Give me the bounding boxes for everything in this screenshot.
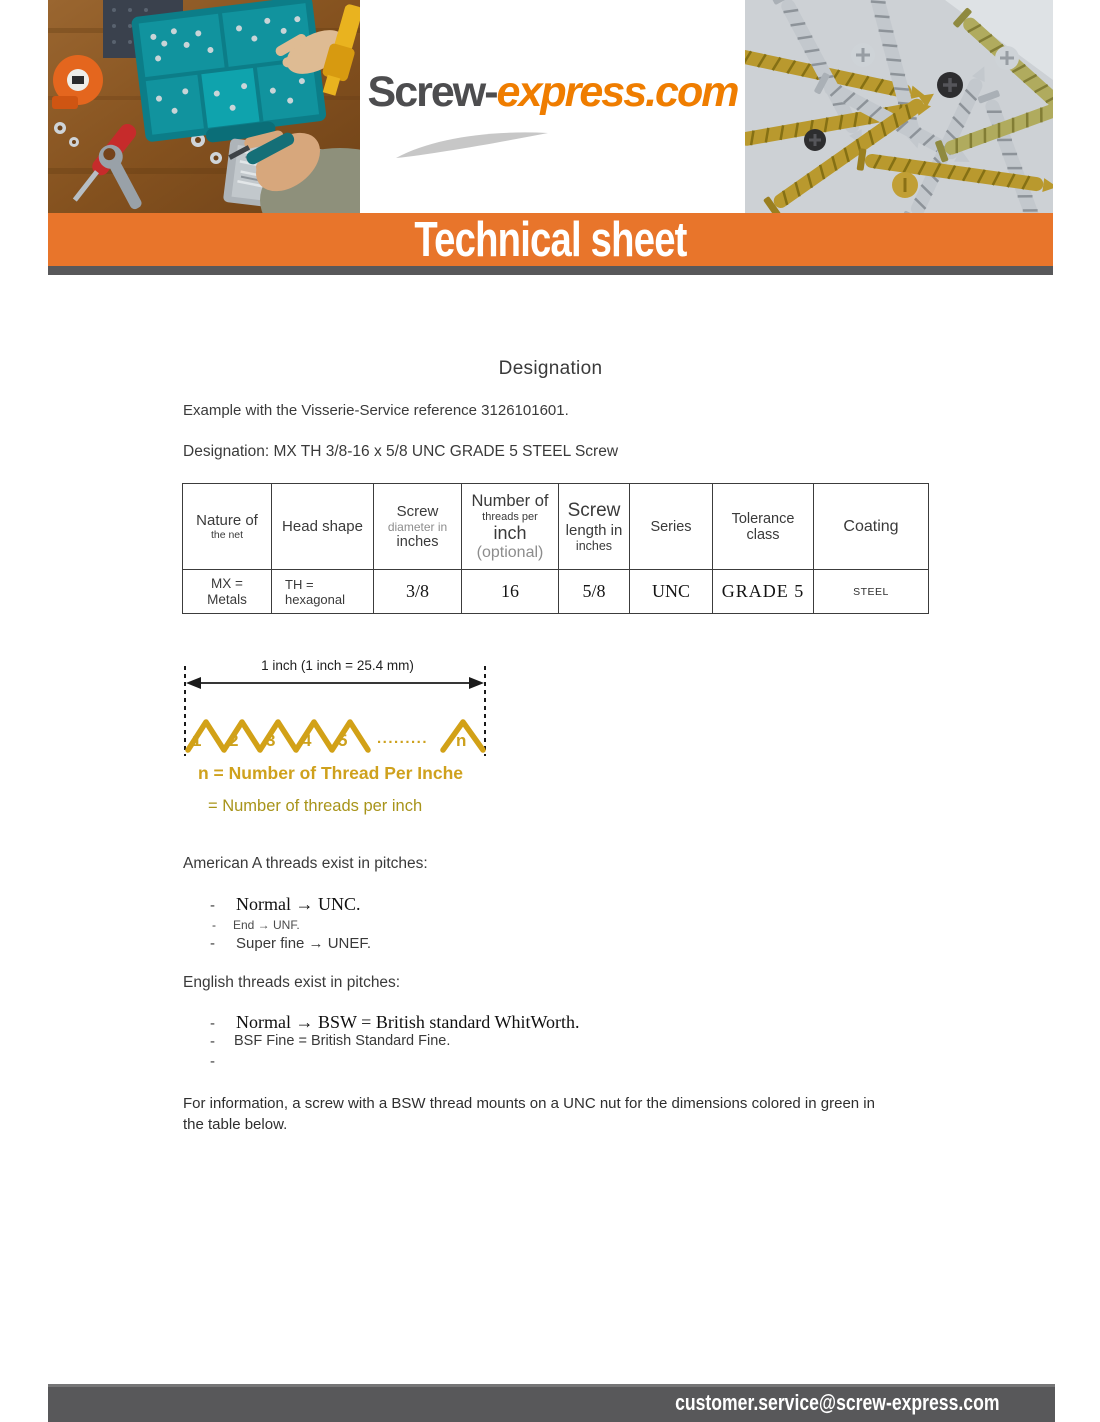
- col-header-subtext: inches: [575, 539, 613, 553]
- table-data-row: [183, 570, 929, 614]
- cell-diameter: 3/8: [374, 570, 462, 614]
- list-item-unc: Normal → UNC.: [236, 894, 361, 914]
- col-header-text: Screw: [567, 500, 621, 521]
- col-header-text: Tolerance: [731, 510, 795, 527]
- bullet-dash: -: [210, 1033, 215, 1050]
- section-title: Designation: [498, 358, 603, 379]
- designation-table: [182, 483, 929, 614]
- dimension-label: 1 inch (1 inch = 25.4 mm): [261, 658, 414, 673]
- col-header-text: Number of: [471, 491, 549, 510]
- logo-text-express: express.com: [496, 68, 738, 116]
- cell-series: UNC: [630, 570, 713, 614]
- english-threads-title: English threads exist in pitches:: [183, 974, 401, 991]
- american-threads-title: American A threads exist in pitches:: [183, 855, 428, 872]
- banner-title: Technical sheet: [414, 212, 687, 267]
- col-header-length: [559, 484, 630, 570]
- col-header-head-shape: [272, 484, 374, 570]
- designation-line: Designation: MX TH 3/8-16 x 5/8 UNC GRADE 5 STEEL Screw: [183, 443, 619, 460]
- diagram-caption-olive: = Number of threads per inch: [208, 797, 423, 815]
- col-header-text: inch: [493, 522, 527, 543]
- thread-number-5: 5: [338, 731, 348, 750]
- workbench-photo-graphic: [48, 0, 360, 213]
- footer-bar: [48, 1384, 1055, 1422]
- col-header-text: length in: [565, 522, 623, 539]
- bullet-dash: -: [210, 935, 215, 952]
- col-header-text: Head shape: [282, 518, 363, 535]
- bullet-dash: -: [210, 1015, 215, 1032]
- col-header-nature: [183, 484, 272, 570]
- cell-length: 5/8: [559, 570, 630, 614]
- thread-number-n: n: [456, 731, 467, 750]
- divider-bar: [48, 266, 1053, 275]
- col-header-threads: [462, 484, 559, 570]
- col-header-subtext: threads per: [482, 510, 538, 523]
- cell-threads: 16: [462, 570, 559, 614]
- col-header-text: Nature of: [196, 512, 258, 529]
- bullet-dash: -: [212, 918, 216, 932]
- example-line: Example with the Visserie-Service reference 3126101601.: [183, 402, 569, 419]
- col-header-subtext: (optional): [476, 543, 544, 561]
- bullet-dash: -: [210, 897, 215, 914]
- list-item-unf: End → UNF.: [233, 918, 300, 932]
- col-header-subtext: diameter in: [387, 520, 448, 534]
- cell-coating: STEEL: [814, 570, 929, 614]
- footer-email: customer.service@screw-express.com: [674, 1390, 999, 1415]
- col-header-tolerance: [713, 484, 814, 570]
- table-header-row: [183, 484, 929, 570]
- cell-text: Metals: [207, 591, 247, 607]
- col-header-text: Series: [650, 518, 692, 535]
- logo-swoosh-icon: [392, 128, 552, 162]
- thread-ellipsis: .........: [377, 730, 429, 747]
- cell-tolerance: GRADE 5: [713, 570, 814, 614]
- col-header-text: inches: [396, 534, 439, 550]
- screws-photo-graphic: [745, 0, 1053, 213]
- thread-number-4: 4: [302, 731, 312, 750]
- workbench-photo: [48, 0, 360, 213]
- col-header-diameter: [374, 484, 462, 570]
- list-item-bsf: BSF Fine = British Standard Fine.: [234, 1033, 451, 1049]
- col-header-series: [630, 484, 713, 570]
- list-item-bsw: Normal → BSW = British standard WhitWorth.: [236, 1012, 580, 1032]
- col-header-text: Screw: [396, 503, 439, 520]
- info-paragraph: For information, a screw with a BSW thread mounts on a UNC nut for the dimensions colored in green in the table below.: [183, 1095, 875, 1133]
- cell-nature: [183, 570, 272, 614]
- col-header-coating: [814, 484, 929, 570]
- cell-head-shape: TH = hexagonal: [272, 570, 374, 614]
- banner: [48, 213, 1053, 266]
- bullet-dash: -: [210, 1053, 215, 1070]
- col-header-text: Coating: [843, 517, 899, 535]
- col-header-text: class: [746, 526, 780, 543]
- cell-text: MX =: [211, 575, 243, 591]
- thread-number-2: 2: [229, 731, 239, 750]
- list-item-unef: Super fine → UNEF.: [236, 935, 372, 952]
- thread-number-3: 3: [266, 731, 276, 750]
- logo-text-screw: Screw-: [367, 68, 497, 116]
- logo-text: [360, 68, 745, 117]
- thread-number-1: 1: [192, 731, 202, 750]
- diagram-caption-gold: n = Number of Thread Per Inche: [198, 763, 463, 783]
- screws-photo: [745, 0, 1053, 213]
- logo: [360, 0, 745, 213]
- col-header-subtext: the net: [210, 529, 244, 541]
